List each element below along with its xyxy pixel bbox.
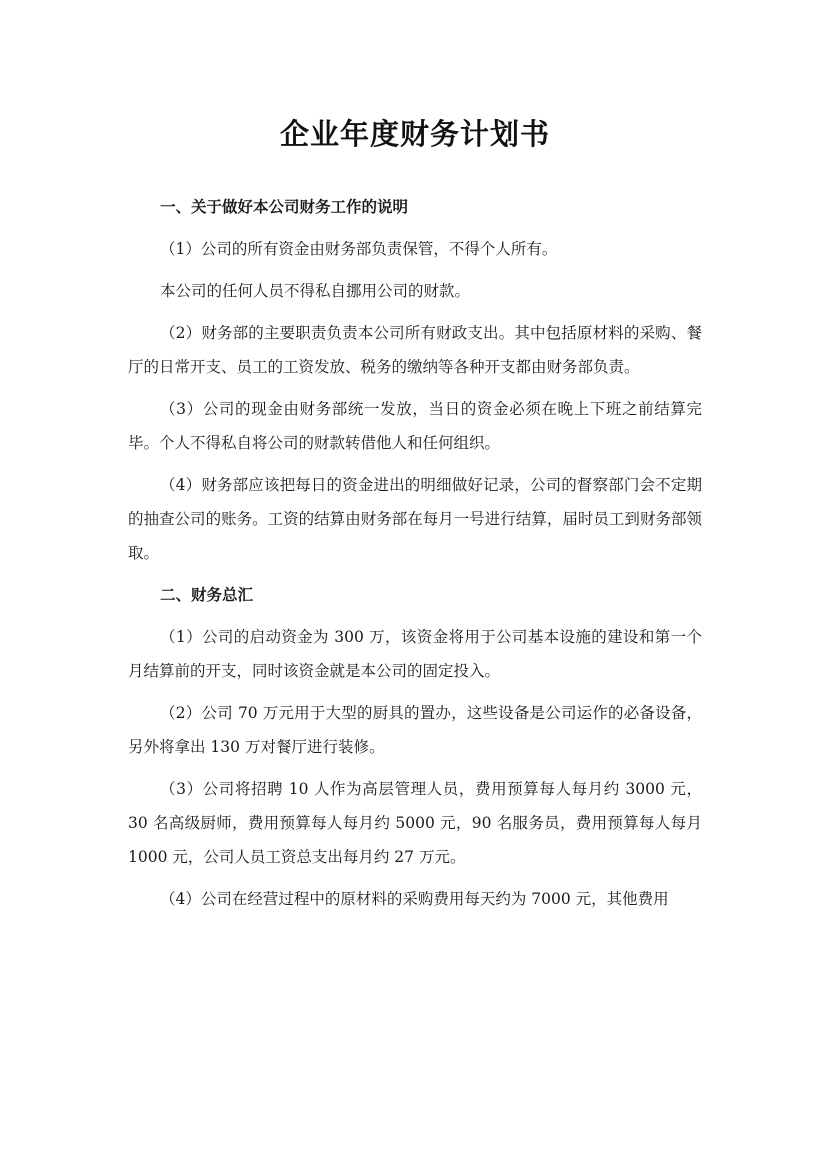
paragraph: （4）公司在经营过程中的原材料的采购费用每天约为 7000 元，其他费用 — [160, 890, 669, 908]
paragraph: 本公司的任何人员不得私自挪用公司的财款。 — [160, 282, 471, 300]
paragraph: （2）公司 70 万元用于大型的厨具的置办，这些设备是公司运作的必备设备，另外将拿出 130 万对餐厅进行装修。 — [128, 704, 702, 756]
paragraph: （3）公司将招聘 10 人作为高层管理人员，费用预算每人每月约 3000 元，30 名高级厨师，费用预算每人每月约 5000 元，90 名服务员，费用预算每人每月 1000 元，公司人员工资总支出每月约 27 万元。 — [128, 780, 702, 866]
section-heading-1: 一、关于做好本公司财务工作的说明 — [160, 197, 409, 216]
paragraph: （1）公司的所有资金由财务部负责保管，不得个人所有。 — [160, 240, 558, 258]
document-body — [128, 190, 702, 924]
paragraph: （2）财务部的主要职责负责本公司所有财政支出。其中包括原材料的采购、餐厅的日常开支、员工的工资发放、税务的缴纳等各种开支都由财务部负责。 — [128, 324, 702, 376]
paragraph: （1）公司的启动资金为 300 万，该资金将用于公司基本设施的建设和第一个月结算前的开支，同时该资金就是本公司的固定投入。 — [128, 628, 702, 680]
paragraph: （4）财务部应该把每日的资金进出的明细做好记录，公司的督察部门会不定期的抽查公司的账务。工资的结算由财务部在每月一号进行结算，届时员工到财务部领取。 — [128, 476, 702, 562]
section-heading-2: 二、财务总汇 — [160, 585, 254, 604]
paragraph: （3）公司的现金由财务部统一发放，当日的资金必须在晚上下班之前结算完毕。个人不得私自将公司的财款转借他人和任何组织。 — [128, 400, 702, 452]
page-title: 企业年度财务计划书 — [279, 117, 550, 151]
